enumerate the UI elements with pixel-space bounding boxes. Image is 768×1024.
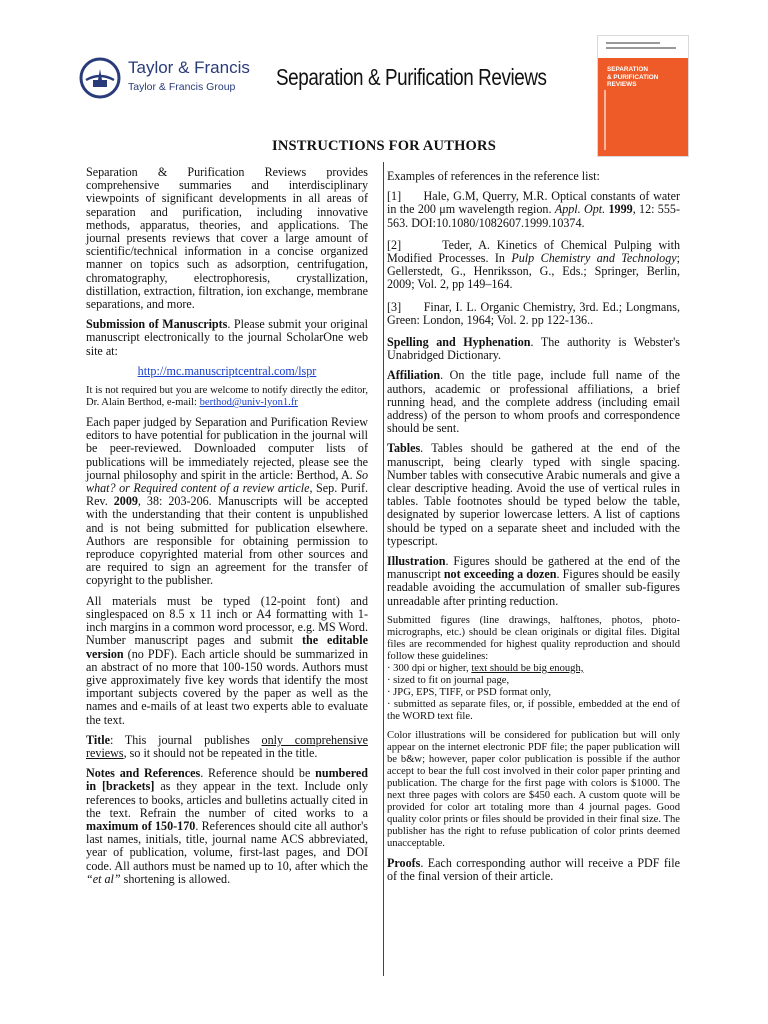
- journal-title: Separation & Purification Reviews: [276, 64, 547, 90]
- spelling-label: Spelling and Hyphenation: [387, 335, 531, 350]
- publisher-group: Taylor & Francis Group: [128, 81, 236, 93]
- notes-label: Notes and References: [86, 766, 201, 781]
- submission-paragraph: Submission of Manuscripts. Please submit your original manuscript electronically to the journal ScholarOne web site at:: [86, 317, 368, 358]
- materials-paragraph: All materials must be typed (12-point font) and singlespaced on 8.5 x 11 inch or A4 formatting with 1-inch margins in a common word processor, e.g. MS Word. Number manuscript pages and submit the editable version (no PDF). Each article should be summarized in an abstract of no more that 100-150 words. Authors must give approximately five key words that identify the most important subjects covered by the paper as well as the names and e-mails of at least two experts able to evaluate the text.: [86, 593, 368, 727]
- submission-url-link[interactable]: http://mc.manuscriptcentral.com/lspr: [137, 363, 317, 378]
- submission-label: Submission of Manuscripts: [86, 317, 228, 332]
- proofs-paragraph: Proofs. Each corresponding author will receive a PDF file of the final version of their article.: [387, 855, 680, 884]
- guideline-item: · JPG, EPS, TIFF, or PSD format only,: [387, 686, 551, 698]
- reference-item: [3] Finar, I. L. Organic Chemistry, 3rd. Ed.; Longmans, Green: London, 1964; Vol. 2. pp 122-136..: [387, 299, 680, 327]
- title-label: Title: [86, 732, 110, 747]
- color-paragraph: Color illustrations will be considered for publication but will only appear on the internet electronic PDF file; the paper publication will be b&w; however, paper color publication is possible if the author accept to bear the full cost involved in their color paper printing and publication. The charge for the first page with colors is $1000. The next three pages with colors are $450 each. A custom quote will be provided for color art totaling more than 4 journal pages. Good quality color prints or files should be provided in their final size. The publisher has the right to refuse publication of color prints deemed unacceptable.: [387, 729, 680, 849]
- right-column: [387, 170, 680, 890]
- notes-paragraph: Notes and References. Reference should be numbered in [brackets] as they appear in the text. Include only references to books, articles and bulletins actually cited in the text. Refrain the number of cited works to a maximum of 150-170. References should cite all author's last names, initials, title, journal name ACS abbreviated, year of publication, volume, first-last pages, and DOI code. All authors must be named up to 10, after which the “et al” shortening is allowed.: [86, 766, 369, 886]
- reference-item: [2] Teder, A. Kinetics of Chemical Pulping with Modified Processes. In Pulp Chemistry and Technology; Gellerstedt, G., Henriksson, G., Eds.; Springer, Berlin, 2009; Vol. 2, pp 149–164.: [387, 237, 680, 292]
- publisher-emblem-icon: [78, 56, 122, 100]
- review-paragraph: Each paper judged by Separation and Purification Review editors to have potential for publication in the journal will be peer-reviewed. Downloaded computer lists of publications will be immediately rejected, please see the journal philosophy and spirit in the article: Berthod, A. So what? or Required content of a review article, Sep. Purif. Rev. 2009, 38: 203-206. Manuscripts will be accepted with the understanding that their content is unpublished and is not being submitted for publication elsewhere. Authors are responsible for obtaining permission to reproduce copyrighted material from other sources and are required to sign an agreement for the transfer of copyright to the publisher.: [86, 415, 368, 588]
- illustration-label: Illustration: [387, 554, 446, 569]
- publisher-name: Taylor & Francis: [128, 58, 250, 77]
- figures-guidelines: [387, 615, 680, 723]
- guideline-item: · sized to fit on journal page,: [387, 674, 510, 686]
- spelling-paragraph: Spelling and Hyphenation. The authority is Webster's Unabridged Dictionary.: [387, 335, 680, 363]
- affiliation-label: Affiliation: [387, 368, 441, 383]
- affiliation-paragraph: Affiliation. On the title page, include full name of the authors, academic or professional affiliations, a brief running head, and the complete address (including email address) of the person to whom proofs and correspondence should be sent.: [387, 368, 680, 436]
- illustration-paragraph: Illustration. Figures should be gathered at the end of the manuscript not exceeding a dozen. Figures should be easily readable avoiding the accumulation of smaller sub-figures unreadable after printing reduction.: [387, 554, 681, 608]
- submission-url-line: [86, 365, 368, 378]
- cover-title-line: & PURIFICATION: [607, 73, 659, 81]
- title-paragraph: Title: This journal publishes only comprehensive reviews, so it should not be repeated in the title.: [86, 732, 368, 760]
- tables-label: Tables: [387, 441, 421, 456]
- editor-email-link[interactable]: berthod@univ-lyon1.fr: [199, 397, 298, 409]
- guideline-item: · 300 dpi or higher, text should be big enough,: [387, 662, 584, 674]
- tables-paragraph: Tables. Tables should be gathered at the end of the manuscript, being clearly typed with single spacing. Number tables with consecutive Arabic numerals and give a clear descriptive heading. Avoid the use of vertical rules in tables. Table footnotes should be typed below the table, designated by superior lowercase letters. A list of captions should be typed on a separate sheet and included with the typescript.: [387, 441, 680, 548]
- intro-paragraph: Separation & Purification Reviews provides comprehensive summaries and interdisciplinary viewpoints of significant developments in all areas of separation and purification, including innovative methods, apparatus, theories, and applications. The journal presents reviews that cover a large amount of scientific/technical information in a concise organized manner on topics such as adsorption, centrifugation, chromatography, electrophoresis, crystallization, distillation, extraction, filtration, ion exchange, membrane separations, and more.: [86, 165, 368, 312]
- column-divider: [383, 162, 384, 976]
- examples-intro: Examples of references in the reference list:: [387, 169, 600, 183]
- proofs-label: Proofs: [387, 855, 421, 870]
- left-column: [86, 166, 368, 893]
- publisher-logo: [78, 54, 258, 104]
- cover-title-line: REVIEWS: [607, 81, 637, 88]
- notify-paragraph: It is not required but you are welcome to notify directly the editor, Dr. Alain Berthod, e-mail: berthod@univ-lyon1.fr: [86, 385, 368, 409]
- guideline-item: · submitted as separate files, or, if possible, embedded at the end of the WORD text file.: [387, 698, 680, 722]
- cover-title-line: SEPARATION: [607, 66, 648, 73]
- figures-paragraph: Submitted figures (line drawings, halftones, photos, photo-micrographs, etc.) should be clean originals or digital files. Digital files are recommended for highest quality reproduction and should follow these guidelines:: [387, 614, 680, 662]
- reference-item: [1] Hale, G.M, Querry, M.R. Optical constants of water in the 200 μm wavelength region. Appl. Opt. 1999, 12: 555-563. DOI:10.1080/1082607.1999.10374.: [387, 189, 680, 230]
- page-heading: INSTRUCTIONS FOR AUTHORS: [272, 138, 496, 154]
